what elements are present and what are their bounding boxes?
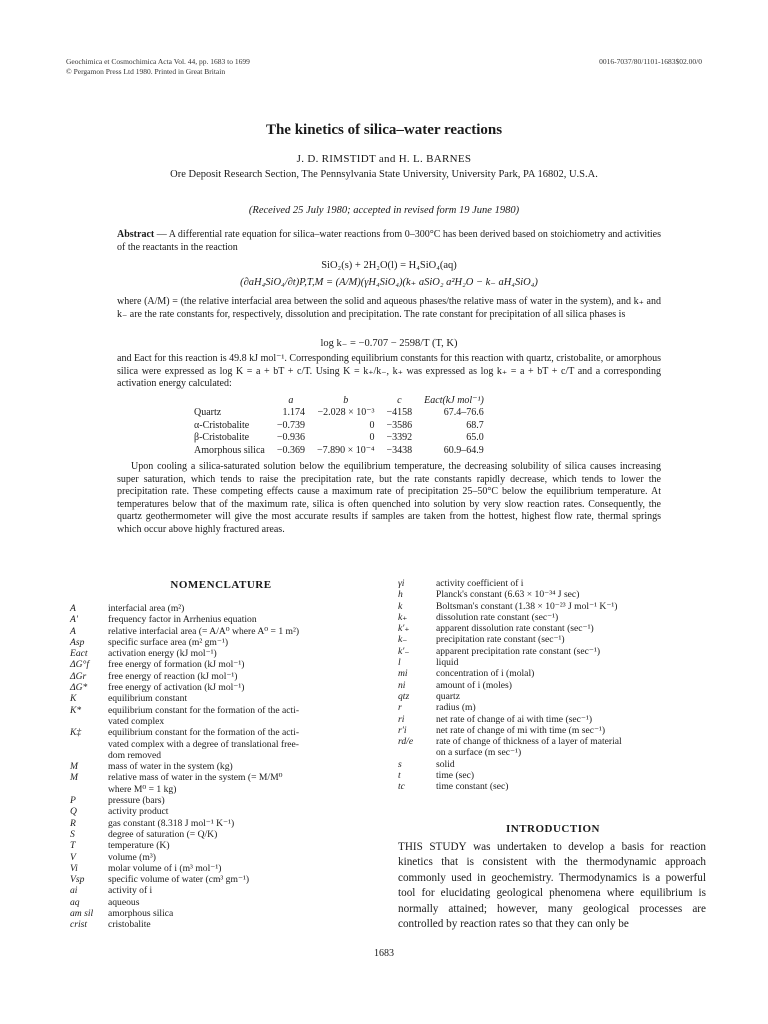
nomenclature-symbol: qtz [398,690,410,702]
nomenclature-symbol: P [70,795,76,807]
received-dates: (Received 25 July 1980; accepted in revised form 19 June 1980) [248,205,520,216]
nomenclature-entry [70,852,390,863]
nomenclature-symbol: ai [70,885,78,897]
nomenclature-entry [70,659,390,670]
nomenclature-entry [70,637,390,648]
nomenclature-symbol: Eact [70,648,88,660]
nomenclature-symbol: K* [70,704,82,716]
nomenclature-symbol [70,716,108,727]
nomenclature-entry [70,682,390,693]
rate-equation: (∂aH₄SiO₄/∂t)P,T,M = (A/M)(γH₄SiO₄)(k₊ aSiO₂ a²H₂O − k₋ aH₄SiO₄) [240,277,538,288]
nomenclature-definition: activity of i [108,885,153,897]
table-row [188,420,490,433]
nomenclature-entry [398,736,708,747]
nomenclature-symbol [70,784,108,795]
nomenclature-definition: cristobalite [108,919,151,931]
nomenclature-definition: specific volume of water (cm³ gm⁻¹) [108,874,250,886]
nomenclature-definition: equilibrium constant for the formation of the acti- [108,704,300,716]
nomenclature-entry [398,747,708,758]
nomenclature-symbol: r′i [398,724,407,736]
nomenclature-title: NOMENCLATURE [170,579,272,591]
nomenclature-definition: radius (m) [436,702,476,714]
nomenclature-definition: solid [436,758,455,770]
nomenclature-symbol: ni [398,679,406,691]
nomenclature-symbol: ΔG°f [70,659,90,671]
nomenclature-definition: Planck's constant (6.63 × 10⁻³⁴ J sec) [436,589,580,601]
nomenclature-entry [70,863,390,874]
table-header-cell: a [288,395,294,406]
mineral-name: Amorphous silica [194,444,265,456]
table-cell: 67.4–76.6 [443,407,484,418]
nomenclature-entry [398,691,708,702]
nomenclature-symbol: V [70,851,76,863]
nomenclature-symbol: K‡ [70,727,82,739]
nomenclature-definition: frequency factor in Arrhenius equation [108,614,257,626]
nomenclature-definition: gas constant (8.318 J mol⁻¹ K⁻¹) [108,817,235,829]
nomenclature-entry [70,874,390,885]
nomenclature-definition: concentration of i (molal) [436,668,535,680]
journal-citation: Geochimica et Cosmochimica Acta Vol. 44, pp. 1683 to 1699 [66,57,250,66]
nomenclature-entry [398,589,708,600]
nomenclature-entry [398,781,708,792]
abstract-paragraph-3: and Eact for this reaction is 49.8 kJ mol⁻¹. Corresponding equilibrium constants for this reaction with quartz, cristobalite, or amorphous silica were expressed as log K = a + bT + c/T. Using K = k₊/k₋, k₊ was expressed as log k₊ = a + bT + c/T and a corresponding activation energy calculated: [117,353,661,390]
table-cell: 60.9–64.9 [443,444,484,456]
nomenclature-symbol: s [398,758,402,770]
nomenclature-symbol [70,750,108,761]
nomenclature-definition: amount of i (moles) [436,679,512,691]
nomenclature-entry [398,657,708,668]
nomenclature-entry [398,702,708,713]
nomenclature-symbol [398,747,436,758]
nomenclature-symbol: rd/e [398,736,414,748]
affiliation: Ore Deposit Research Section, The Pennsylvania State University, University Park, PA 16802, U.S.A. [170,169,598,180]
nomenclature-definition: degree of saturation (= Q/K) [108,828,218,840]
nomenclature-entry [70,705,390,716]
abstract-paragraph-1 [117,229,661,254]
nomenclature-entry [70,772,390,783]
table-header-row [188,394,490,407]
nomenclature-definition: mass of water in the system (kg) [108,761,233,773]
nomenclature-definition: activity product [108,806,169,818]
nomenclature-symbol: A [70,625,76,637]
nomenclature-symbol: T [70,840,76,852]
nomenclature-symbol: l [398,657,401,669]
nomenclature-entry [70,716,390,727]
mineral-name: β-Cristobalite [194,432,250,443]
mineral-name: α-Cristobalite [194,419,250,431]
nomenclature-symbol: A [70,603,76,614]
nomenclature-entry [398,725,708,736]
nomenclature-definition: free energy of activation (kJ mol⁻¹) [108,682,245,694]
nomenclature-symbol: Q [70,806,77,818]
nomenclature-symbol: tc [398,781,405,793]
article-code: 0016-7037/80/1101-1683$02.00/0 [599,57,702,66]
nomenclature-symbol: aq [70,896,80,908]
nomenclature-symbol: Vi [70,862,78,874]
nomenclature-entry [70,784,390,795]
table-cell: 68.7 [466,419,484,431]
nomenclature-entry [70,806,390,817]
nomenclature-symbol: M [70,772,78,784]
table-row [188,407,490,420]
nomenclature-definition: amorphous silica [108,908,174,920]
nomenclature-entry [398,759,708,770]
rate-constants-table [188,394,490,457]
nomenclature-entry [70,840,390,851]
table-row [188,432,490,445]
nomenclature-definition: liquid [436,657,459,669]
nomenclature-definition: apparent dissolution rate constant (sec⁻¹) [436,623,594,635]
nomenclature-entry [70,897,390,908]
copyright-line: © Pergamon Press Ltd 1980. Printed in Great Britain [66,67,226,76]
nomenclature-symbol: crist [70,919,88,931]
nomenclature-definition: dom removed [108,749,162,761]
nomenclature-definition: dissolution rate constant (sec⁻¹) [436,611,559,623]
nomenclature-entry [70,739,390,750]
nomenclature-symbol: R [70,817,76,829]
nomenclature-entry [398,623,708,634]
table-cell: −7.890 × 10⁻⁴ [316,444,375,456]
table-cell: 1.174 [282,407,305,418]
abstract-paragraph-4: Upon cooling a silica-saturated solution below the equilibrium temperature, the decreasing solubility of silica causes increasing super saturation, which tends to raise the precipitation rate, but the rate constants rapidly decrease, which tends to lower the precipitation rate. These competing effects cause a maximum rate of precipitation 25–50°C below the equilibrium temperature. At temperatures below that of the maximum rate, silica is often quenched into solution by very slow reaction rates. Consequently, the quartz geothermometer will give the most accurate results if samples are taken from the hottest, highest flow rate, thermal springs which occur above highly fractured areas. [117,461,661,535]
nomenclature-definition: specific surface area (m² gm⁻¹) [108,636,229,648]
introduction-text: was undertaken to develop a basis for reaction kinetics that is consistent with the thermodynamic approach commonly used in geochemistry. Thermodynamics is a powerful tool for elucidating geological phenomena where equilibrium is normally attained; however, many geological processes are controlled by reaction rates so that they can only be [398,841,706,931]
introduction-lead: THIS STUDY [398,841,467,853]
nomenclature-entry [70,727,390,738]
table-header-cell: b [343,395,349,406]
nomenclature-definition: temperature (K) [108,840,170,852]
table-cell: −3586 [386,419,413,431]
nomenclature-right-list [398,578,708,793]
nomenclature-definition: time constant (sec) [436,781,509,793]
introduction-paragraph [398,840,706,932]
table-cell: −0.936 [276,432,305,443]
nomenclature-definition: activity coefficient of i [436,578,524,589]
nomenclature-entry [70,761,390,772]
page-number: 1683 [374,948,394,959]
nomenclature-definition: activation energy (kJ mol⁻¹) [108,648,217,660]
nomenclature-definition: apparent precipitation rate constant (sec⁻¹) [436,645,601,657]
table-header-cell: c [397,395,402,406]
nomenclature-entry [70,603,390,614]
table-cell: −3438 [386,444,413,456]
nomenclature-entry [398,668,708,679]
nomenclature-symbol: am sil [70,908,94,920]
abstract-paragraph-2: where (A/M) = (the relative interfacial area between the solid and aqueous phases/the relative mass of water in the system), and k₊ and k₋ are the rate constants for, respectively, dissolution and precipitation. The rate constant for precipitation of all silica phases is [117,296,661,320]
nomenclature-definition: on a surface (m sec⁻¹) [436,747,522,759]
nomenclature-definition: interfacial area (m²) [108,603,185,614]
abstract-label: Abstract [117,229,155,240]
table-cell: −0.369 [276,444,305,456]
table-cell: −4158 [386,407,413,418]
nomenclature-entry [398,680,708,691]
nomenclature-symbol: ΔGr [70,670,87,682]
table-header-cell [188,394,271,407]
nomenclature-symbol [70,739,108,750]
nomenclature-entry [70,750,390,761]
table-cell: −2.028 × 10⁻³ [317,407,375,418]
nomenclature-definition: rate of change of thickness of a layer of material [436,736,622,748]
nomenclature-symbol: Asp [70,636,85,648]
nomenclature-definition: vated complex with a degree of translational free- [108,738,299,750]
nomenclature-entry [70,671,390,682]
nomenclature-symbol: k′₊ [398,623,410,635]
nomenclature-definition: where M⁰ = 1 kg) [108,783,177,795]
nomenclature-symbol: A′ [70,614,78,626]
nomenclature-definition: time (sec) [436,770,475,782]
paper-title: The kinetics of silica–water reactions [265,122,503,138]
table-row [188,445,490,458]
table-cell: 0 [369,419,375,431]
nomenclature-entry [398,601,708,612]
nomenclature-entry [398,714,708,725]
nomenclature-definition: quartz [436,690,460,702]
nomenclature-definition: net rate of change of mi with time (m sec⁻¹) [436,724,606,736]
nomenclature-symbol: k′₋ [398,645,410,657]
table-cell: 0 [369,432,375,443]
abstract-text-1: — A differential rate equation for silica–water reactions from 0–300°C has been derived based on stoichiometry and activities of the reactants in the reaction [117,229,662,253]
nomenclature-definition: precipitation rate constant (sec⁻¹) [436,634,565,646]
table-cell: −3392 [386,432,413,443]
nomenclature-entry [70,818,390,829]
nomenclature-symbol: ri [398,713,405,725]
nomenclature-entry [398,612,708,623]
nomenclature-symbol: mi [398,668,408,680]
nomenclature-symbol: S [70,828,75,840]
authors: J. D. RIMSTIDT and H. L. BARNES [296,153,472,165]
nomenclature-symbol: t [398,770,401,782]
nomenclature-symbol: γi [398,578,405,589]
nomenclature-entry [70,795,390,806]
nomenclature-definition: relative mass of water in the system (= M/M⁰ [108,772,283,784]
nomenclature-symbol: h [398,589,403,601]
nomenclature-entry [70,885,390,896]
nomenclature-left-list [70,603,390,931]
nomenclature-entry [70,693,390,704]
nomenclature-definition: Boltsman's constant (1.38 × 10⁻²³ J mol⁻¹ K⁻¹) [436,600,618,612]
nomenclature-definition: pressure (bars) [108,795,165,807]
nomenclature-definition: free energy of formation (kJ mol⁻¹) [108,659,245,671]
table-cell: −0.739 [276,419,305,431]
nomenclature-symbol: K [70,693,77,705]
nomenclature-entry [70,908,390,919]
nomenclature-definition: net rate of change of ai with time (sec⁻¹) [436,713,593,725]
nomenclature-definition: free energy of reaction (kJ mol⁻¹) [108,670,238,682]
nomenclature-symbol: M [70,761,78,773]
nomenclature-entry [70,919,390,930]
nomenclature-entry [398,634,708,645]
nomenclature-entry [70,614,390,625]
nomenclature-symbol: r [398,702,402,714]
nomenclature-entry [70,829,390,840]
nomenclature-definition: molar volume of i (m³ mol⁻¹) [108,862,222,874]
nomenclature-symbol: k [398,600,403,612]
reaction-equation: SiO₂(s) + 2H₂O(l) = H₄SiO₄(aq) [321,260,457,271]
table-header-cell: Eact(kJ mol⁻¹) [424,395,484,406]
nomenclature-symbol: k₊ [398,611,408,623]
nomenclature-definition: volume (m³) [108,851,156,863]
precipitation-constant-equation: log k₋ = −0.707 − 2598/T (T, K) [320,338,458,349]
nomenclature-definition: aqueous [108,896,140,908]
nomenclature-definition: equilibrium constant [108,693,188,705]
nomenclature-entry [398,646,708,657]
nomenclature-symbol: k₋ [398,634,408,646]
nomenclature-definition: vated complex [108,715,165,727]
mineral-name: Quartz [194,407,222,418]
nomenclature-entry [398,770,708,781]
introduction-title: INTRODUCTION [505,823,600,835]
nomenclature-definition: equilibrium constant for the formation of the acti- [108,727,300,739]
nomenclature-entry [70,626,390,637]
table-cell: 65.0 [466,432,484,443]
nomenclature-symbol: Vsp [70,874,85,886]
nomenclature-symbol: ΔG* [70,682,88,694]
nomenclature-definition: relative interfacial area (= A/A⁰ where A⁰ = 1 m²) [108,625,300,637]
nomenclature-entry [398,578,708,589]
nomenclature-entry [70,648,390,659]
